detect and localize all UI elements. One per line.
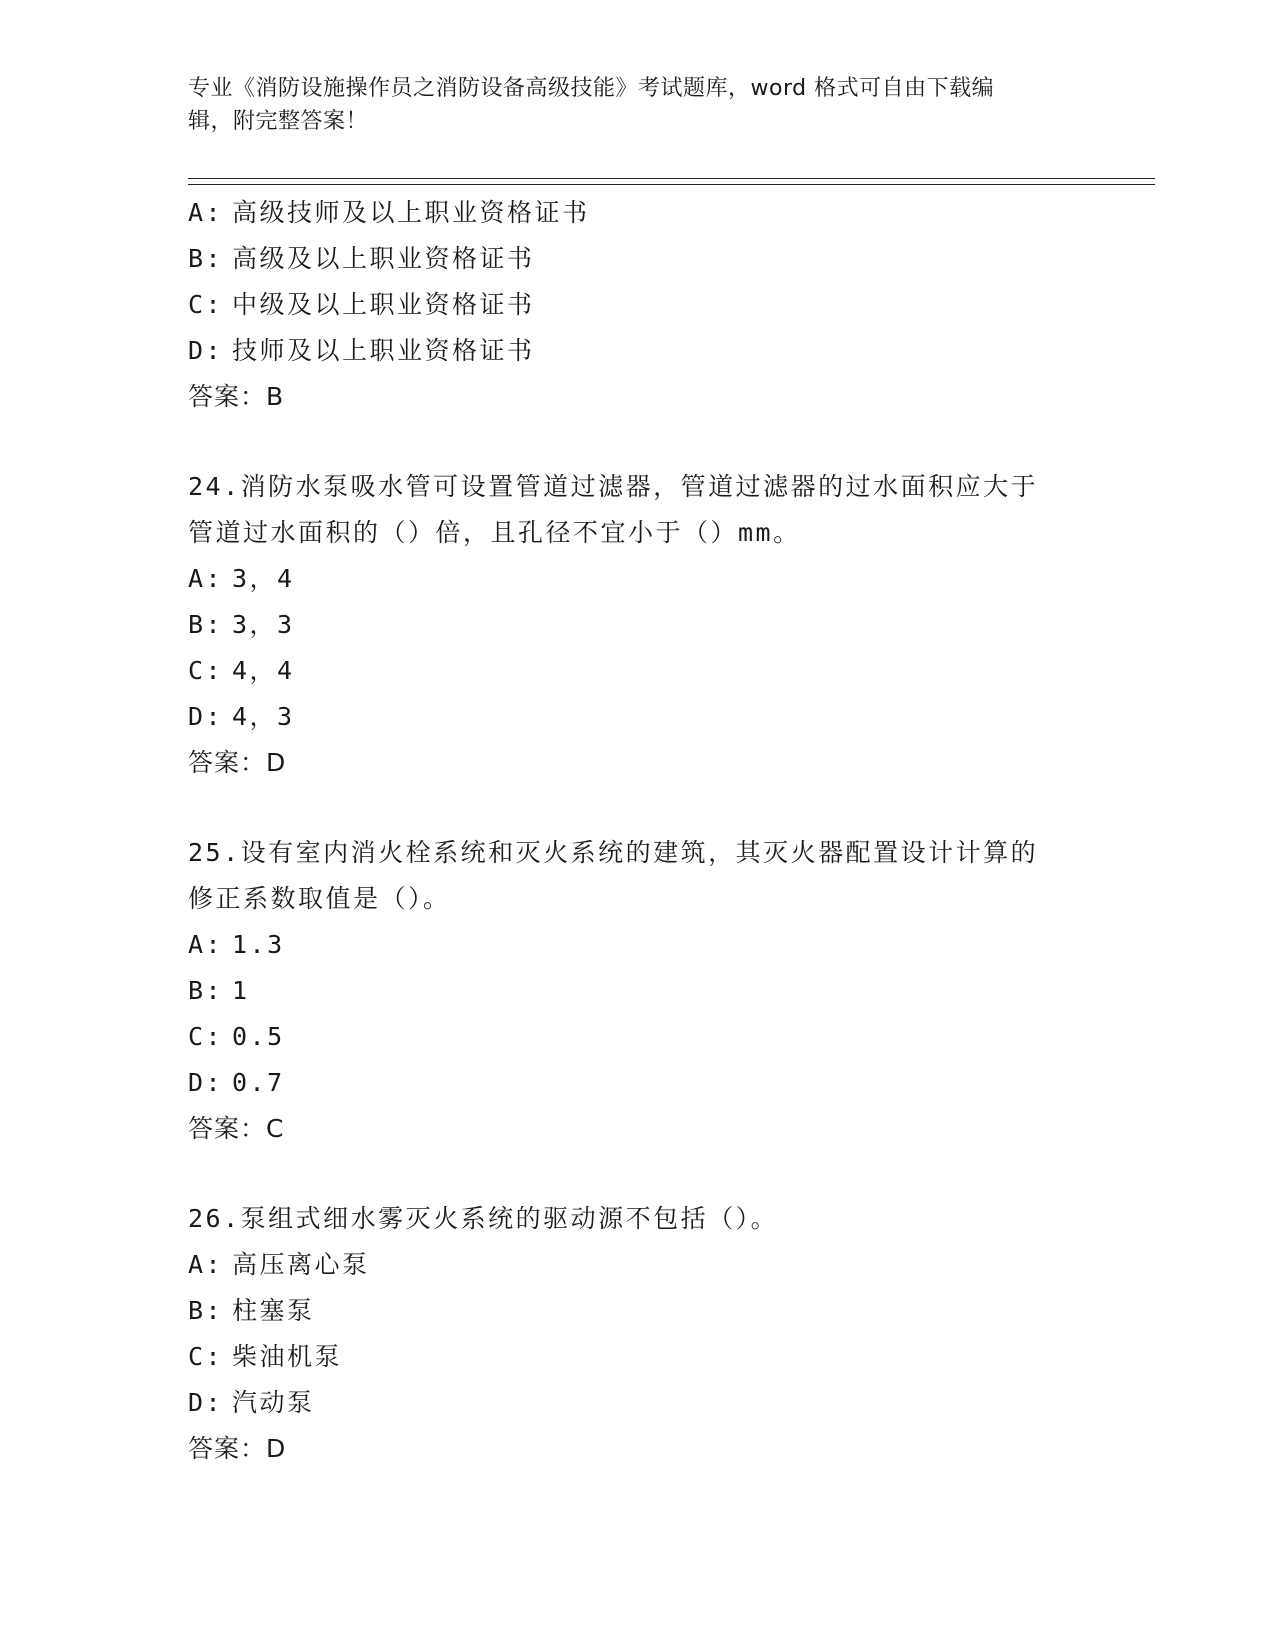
option-text: 柱塞泵 [232,1296,315,1325]
option-text: 高级技师及以上职业资格证书 [232,198,590,227]
option-a [188,556,1088,602]
option-c [188,282,1088,328]
option-d [188,1060,1088,1106]
option-key: C: [188,290,224,319]
option-text: 柴油机泵 [232,1342,343,1371]
question-stem-line: 管道过水面积的（）倍，且孔径不宜小于（）mm。 [188,518,801,547]
option-key: D: [188,336,224,365]
answer: 答案：B [188,382,285,411]
document-header [188,72,1088,138]
question-stem [188,1196,1088,1242]
option-a [188,190,1088,236]
question-stem-line: 25.设有室内消火栓系统和灭火系统的建筑，其灭火器配置设计计算的 [188,838,1039,867]
option-key: A: [188,930,224,959]
option-key: A: [188,198,224,227]
option-c [188,1334,1088,1380]
question-content [188,190,1088,1472]
option-text: 0.5 [232,1022,285,1051]
question-23-continued [188,190,1088,420]
answer: 答案：C [188,1114,285,1143]
header-divider-bottom [188,184,1155,185]
option-text: 3，3 [232,610,295,639]
option-b [188,236,1088,282]
option-b [188,968,1088,1014]
answer: 答案：D [188,1434,287,1463]
option-b [188,1288,1088,1334]
question-stem-line: 修正系数取值是（）。 [188,884,451,913]
option-b [188,602,1088,648]
option-text: 技师及以上职业资格证书 [232,336,535,365]
option-c [188,648,1088,694]
option-key: C: [188,656,224,685]
option-key: D: [188,1388,224,1417]
question-stem-line: 26.泵组式细水雾灭火系统的驱动源不包括（）。 [188,1204,779,1233]
option-text: 0.7 [232,1068,285,1097]
option-key: B: [188,244,224,273]
option-text: 中级及以上职业资格证书 [232,290,535,319]
option-text: 4，4 [232,656,295,685]
option-key: C: [188,1022,224,1051]
option-key: D: [188,1068,224,1097]
answer: 答案：D [188,748,287,777]
option-text: 1 [232,976,250,1005]
option-text: 高压离心泵 [232,1250,370,1279]
header-line-2: 辑，附完整答案！ [188,109,369,134]
option-text: 1.3 [232,930,285,959]
option-text: 汽动泵 [232,1388,315,1417]
option-text: 4，3 [232,702,295,731]
question-stem [188,830,1088,922]
option-key: C: [188,1342,224,1371]
option-d [188,328,1088,374]
question-stem-line: 24.消防水泵吸水管可设置管道过滤器，管道过滤器的过水面积应大于 [188,472,1039,501]
option-a [188,922,1088,968]
question-26 [188,1196,1088,1472]
header-divider-top [188,178,1155,179]
option-key: B: [188,1296,224,1325]
option-d [188,694,1088,740]
question-stem [188,464,1088,556]
question-25 [188,830,1088,1152]
option-c [188,1014,1088,1060]
option-key: A: [188,564,224,593]
option-text: 3，4 [232,564,295,593]
question-24 [188,464,1088,786]
header-line-1: 专业《消防设施操作员之消防设备高级技能》考试题库，word 格式可自由下载编 [188,76,995,101]
option-d [188,1380,1088,1426]
option-key: A: [188,1250,224,1279]
option-key: B: [188,976,224,1005]
option-key: B: [188,610,224,639]
option-text: 高级及以上职业资格证书 [232,244,535,273]
option-key: D: [188,702,224,731]
option-a [188,1242,1088,1288]
